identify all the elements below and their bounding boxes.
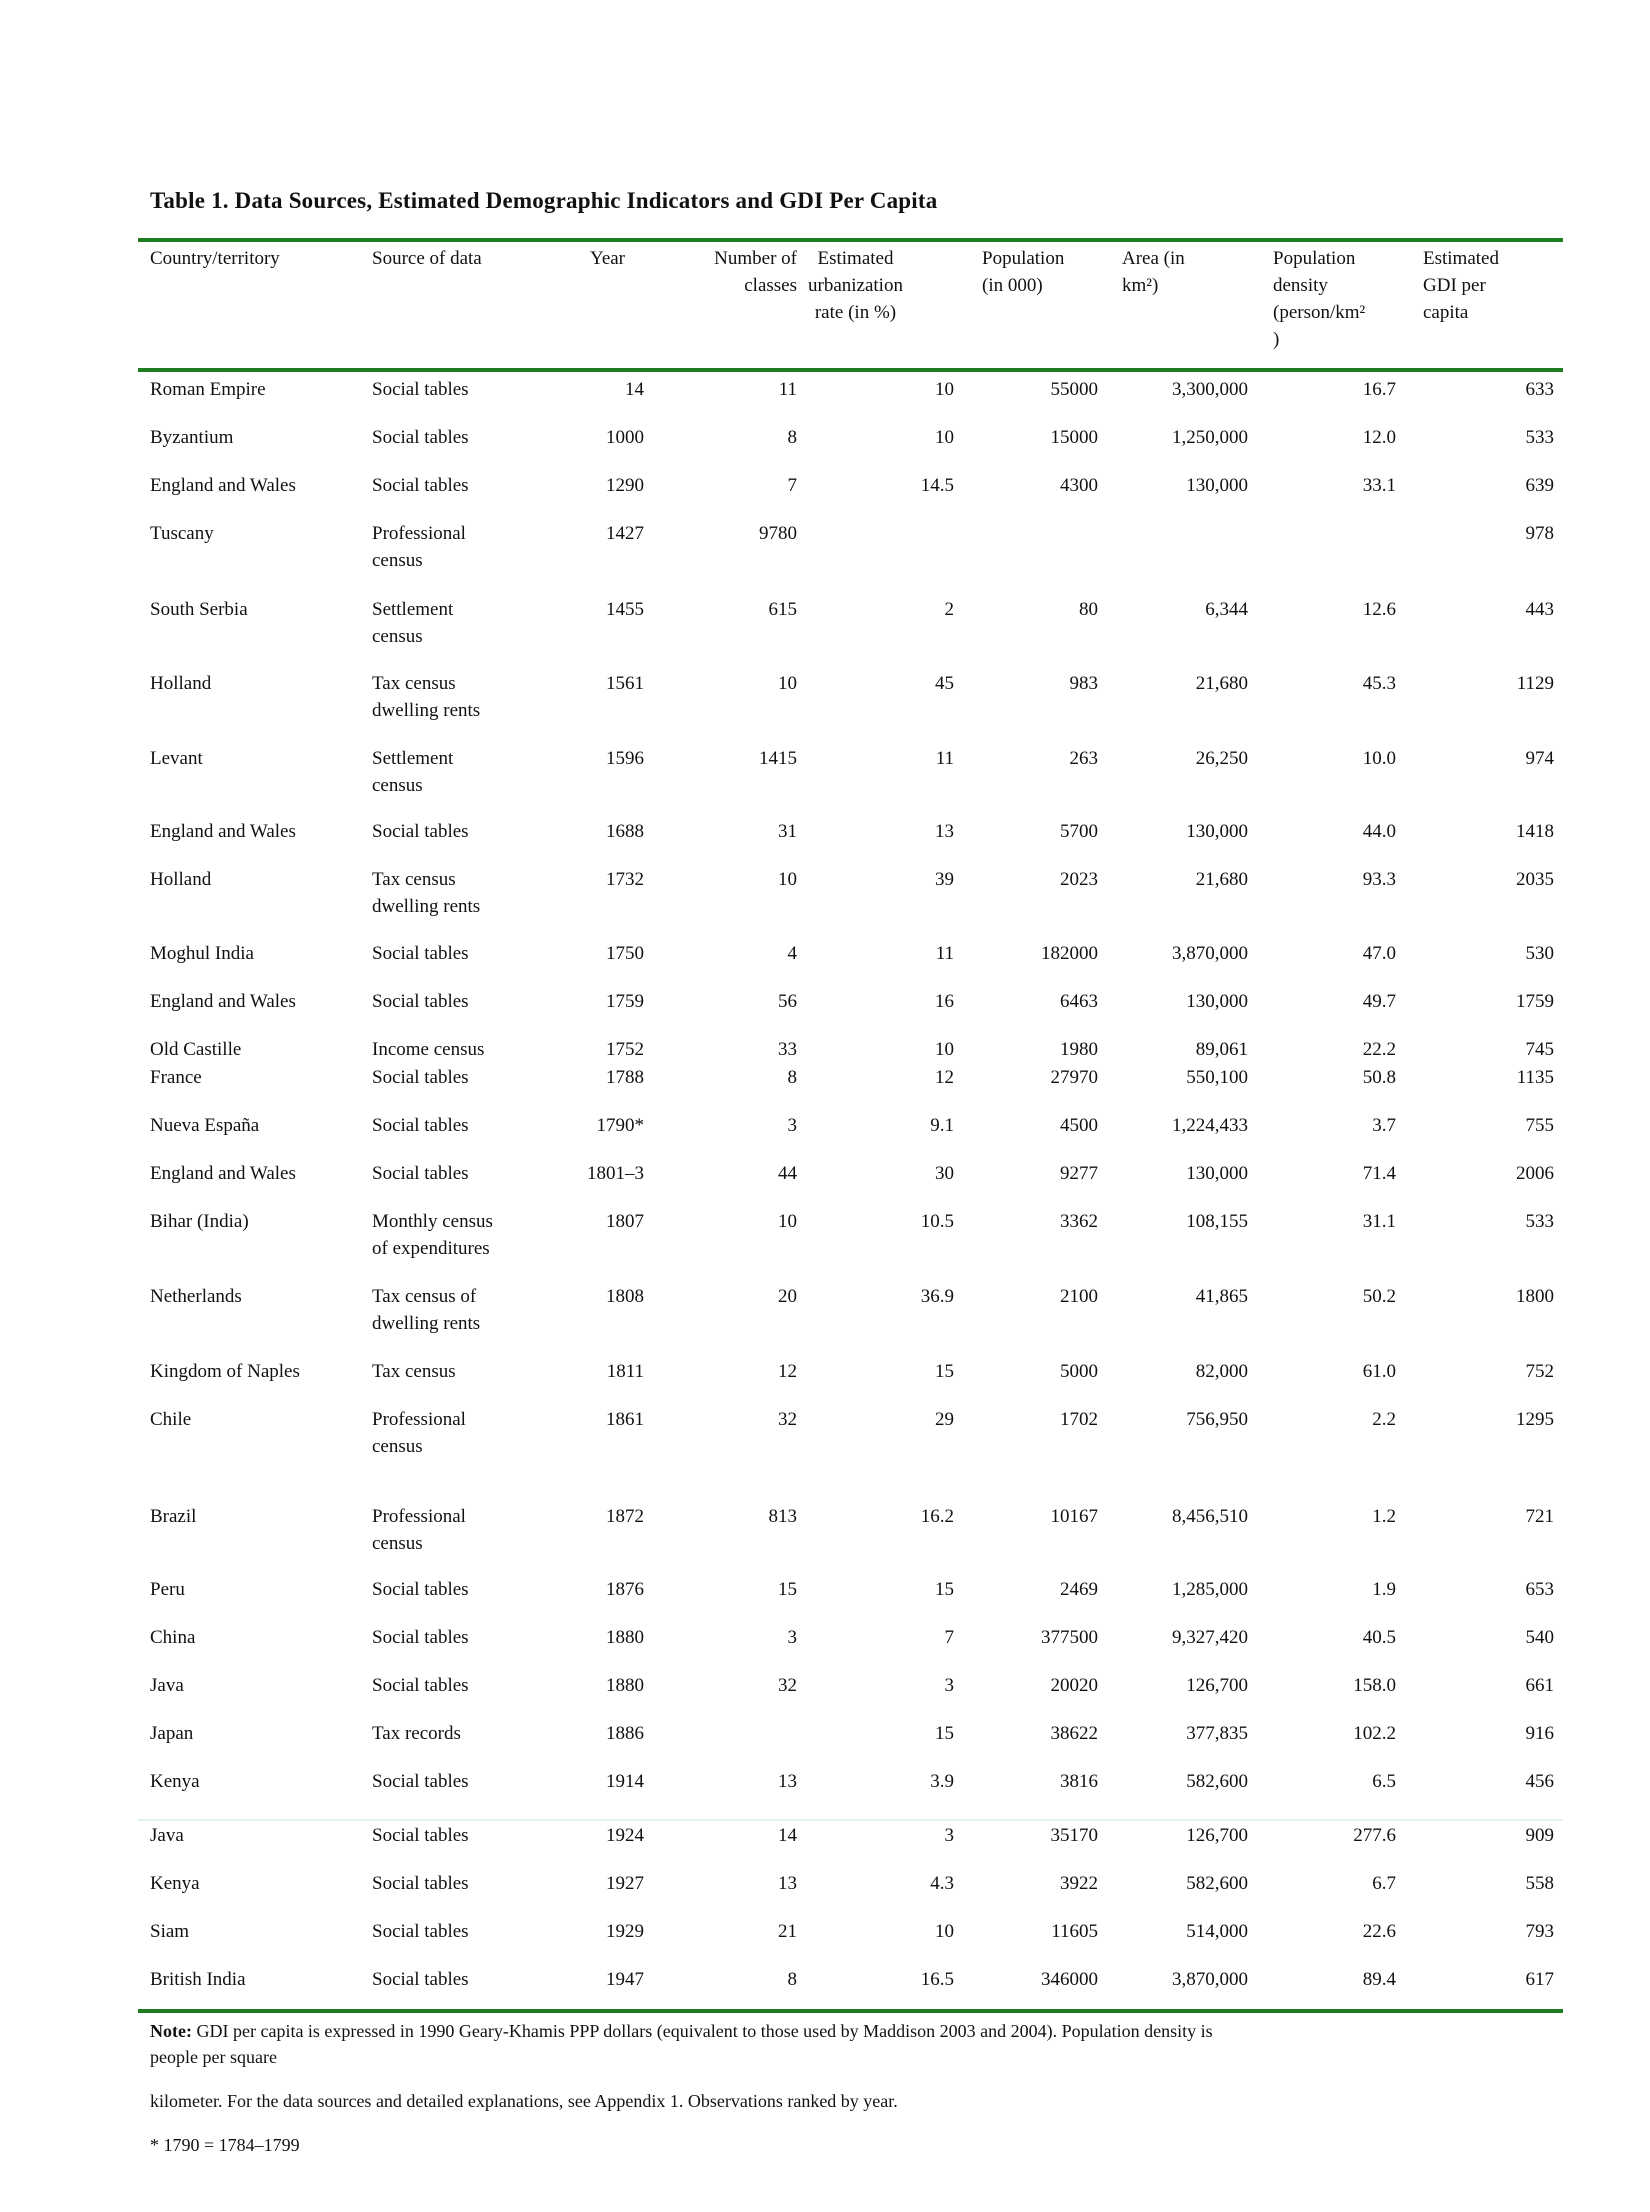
cell-urban: 3.9 [930, 1771, 954, 1792]
cell-urban: 10 [935, 1921, 954, 1942]
cell-pop: 3816 [1060, 1771, 1098, 1792]
cell-gdi: 2006 [1516, 1163, 1554, 1184]
cell-density: 12.0 [1362, 427, 1396, 448]
cell-source: Social tables [372, 379, 469, 400]
cell-country: British India [150, 1969, 246, 1990]
cell-pop: 11605 [1051, 1921, 1098, 1942]
cell-area: 582,600 [1186, 1771, 1248, 1792]
cell-gdi: 1129 [1516, 673, 1554, 694]
cell-classes: 13 [778, 1771, 797, 1792]
cell-pop: 55000 [1050, 379, 1098, 400]
cell-country: Bihar (India) [150, 1211, 249, 1232]
cell-source: Social tables [372, 1873, 469, 1894]
cell-density: 49.7 [1362, 991, 1396, 1012]
cell-country: Holland [150, 869, 212, 890]
cell-pop: 9277 [1060, 1163, 1098, 1184]
cell-country: England and Wales [150, 475, 296, 496]
cell-source: Social tables [372, 1163, 469, 1184]
cell-classes: 7 [787, 475, 797, 496]
cell-urban: 3 [944, 1825, 954, 1846]
cell-year: 1927 [606, 1873, 644, 1894]
cell-pop: 377500 [1041, 1627, 1098, 1648]
cell-pop: 80 [1079, 599, 1098, 620]
cell-year: 1914 [606, 1771, 644, 1792]
cell-classes: 32 [778, 1675, 797, 1696]
cell-country: Netherlands [150, 1286, 242, 1307]
cell-year: 1688 [606, 821, 644, 842]
cell-area: 1,285,000 [1172, 1579, 1248, 1600]
cell-gdi: 1759 [1516, 991, 1554, 1012]
header-rule [138, 368, 1563, 372]
cell-area: 3,300,000 [1172, 379, 1248, 400]
cell-source: Social tables [372, 1579, 469, 1600]
cell-classes: 20 [778, 1286, 797, 1307]
cell-density: 10.0 [1362, 748, 1396, 769]
cell-classes: 9780 [759, 523, 797, 544]
cell-density: 22.2 [1362, 1039, 1396, 1060]
note-line-2: people per square [150, 2047, 277, 2067]
cell-density: 44.0 [1362, 821, 1396, 842]
cell-area: 82,000 [1195, 1361, 1248, 1382]
column-header: Source of data [372, 248, 482, 269]
cell-source: Social tables [372, 1627, 469, 1648]
cell-year: 1876 [606, 1579, 644, 1600]
cell-source: Income census [372, 1039, 485, 1060]
cell-urban: 15 [935, 1579, 954, 1600]
cell-source: Tax records [372, 1723, 461, 1744]
cell-urban: 16.2 [920, 1506, 954, 1527]
cell-density: 1.2 [1372, 1506, 1396, 1527]
cell-density: 2.2 [1372, 1409, 1396, 1430]
cell-source: Professional census [372, 523, 466, 571]
cell-classes: 31 [778, 821, 797, 842]
cell-gdi: 456 [1525, 1771, 1554, 1792]
cell-year: 1732 [606, 869, 644, 890]
cell-density: 277.6 [1353, 1825, 1396, 1846]
cell-area: 3,870,000 [1172, 943, 1248, 964]
cell-area: 21,680 [1195, 673, 1248, 694]
cell-country: Tuscany [150, 523, 214, 544]
table-title: Table 1. Data Sources, Estimated Demographic Indicators and GDI Per Capita [150, 188, 938, 213]
cell-source: Social tables [372, 1675, 469, 1696]
cell-country: Byzantium [150, 427, 234, 448]
cell-area: 3,870,000 [1172, 1969, 1248, 1990]
cell-classes: 56 [778, 991, 797, 1012]
cell-density: 3.7 [1372, 1115, 1396, 1136]
cell-area: 21,680 [1195, 869, 1248, 890]
cell-gdi: 1135 [1516, 1067, 1554, 1088]
cell-classes: 33 [778, 1039, 797, 1060]
cell-classes: 10 [778, 869, 797, 890]
cell-source: Professional census [372, 1409, 466, 1457]
cell-density: 33.1 [1362, 475, 1396, 496]
cell-pop: 2469 [1060, 1579, 1098, 1600]
cell-year: 1924 [606, 1825, 644, 1846]
cell-pop: 10167 [1050, 1506, 1098, 1527]
note-line-3: kilometer. For the data sources and detailed explanations, see Appendix 1. Observations ranked by year. [150, 2091, 898, 2111]
cell-density: 102.2 [1353, 1723, 1396, 1744]
cell-area: 130,000 [1186, 1163, 1248, 1184]
cell-country: Siam [150, 1921, 190, 1942]
cell-density: 45.3 [1362, 673, 1396, 694]
cell-pop: 35170 [1050, 1825, 1098, 1846]
cell-country: Japan [150, 1723, 194, 1744]
cell-urban: 3 [944, 1675, 954, 1696]
cell-gdi: 443 [1525, 599, 1554, 620]
cell-source: Monthly census of expenditures [372, 1211, 493, 1259]
cell-area: 41,865 [1195, 1286, 1248, 1307]
cell-gdi: 617 [1525, 1969, 1554, 1990]
cell-pop: 5700 [1060, 821, 1098, 842]
cell-pop: 2100 [1060, 1286, 1098, 1307]
cell-country: China [150, 1627, 196, 1648]
cell-source: Social tables [372, 1115, 469, 1136]
cell-country: Kenya [150, 1771, 200, 1792]
cell-area: 550,100 [1186, 1067, 1248, 1088]
cell-country: England and Wales [150, 991, 296, 1012]
cell-country: Levant [150, 748, 203, 769]
cell-year: 1886 [606, 1723, 644, 1744]
cell-pop: 1702 [1060, 1409, 1098, 1430]
cell-classes: 3 [787, 1115, 797, 1136]
column-header: Estimated GDI per capita [1423, 248, 1499, 323]
column-header: Population density (person/km² ) [1273, 248, 1366, 350]
cell-urban: 13 [935, 821, 954, 842]
cell-gdi: 633 [1525, 379, 1554, 400]
cell-source: Social tables [372, 991, 469, 1012]
cell-classes: 8 [787, 1067, 797, 1088]
cell-area: 26,250 [1195, 748, 1248, 769]
cell-gdi: 745 [1525, 1039, 1554, 1060]
cell-density: 61.0 [1362, 1361, 1396, 1382]
cell-year: 1455 [606, 599, 644, 620]
cell-urban: 15 [935, 1723, 954, 1744]
cell-classes: 13 [778, 1873, 797, 1894]
column-header: Population (in 000) [982, 248, 1065, 296]
cell-classes: 1415 [759, 748, 797, 769]
cell-gdi: 978 [1525, 523, 1554, 544]
cell-year: 1801–3 [587, 1163, 644, 1184]
separator-line [138, 1819, 1563, 1821]
cell-urban: 10.5 [920, 1211, 954, 1232]
cell-density: 158.0 [1353, 1675, 1396, 1696]
cell-classes: 4 [787, 943, 797, 964]
cell-year: 1596 [606, 748, 644, 769]
cell-gdi: 916 [1525, 1723, 1554, 1744]
cell-classes: 8 [787, 1969, 797, 1990]
cell-country: Kenya [150, 1873, 200, 1894]
cell-country: Brazil [150, 1506, 197, 1527]
cell-country: Nueva España [150, 1115, 260, 1136]
cell-area: 9,327,420 [1172, 1627, 1248, 1648]
cell-density: 40.5 [1362, 1627, 1396, 1648]
cell-classes: 3 [787, 1627, 797, 1648]
cell-country: Roman Empire [150, 379, 266, 400]
cell-classes: 44 [778, 1163, 797, 1184]
cell-urban: 12 [935, 1067, 954, 1088]
cell-year: 1880 [606, 1675, 644, 1696]
cell-pop: 1980 [1060, 1039, 1098, 1060]
cell-year: 1880 [606, 1627, 644, 1648]
cell-country: Old Castille [150, 1039, 242, 1060]
cell-gdi: 755 [1525, 1115, 1554, 1136]
cell-gdi: 752 [1525, 1361, 1554, 1382]
cell-urban: 9.1 [930, 1115, 954, 1136]
cell-urban: 11 [935, 748, 954, 769]
cell-density: 50.2 [1362, 1286, 1396, 1307]
cell-source: Social tables [372, 1825, 469, 1846]
cell-urban: 10 [935, 427, 954, 448]
cell-gdi: 974 [1525, 748, 1554, 769]
column-header: Area (in km²) [1122, 248, 1185, 296]
cell-density: 6.7 [1372, 1873, 1396, 1894]
cell-year: 1872 [606, 1506, 644, 1527]
cell-classes: 8 [787, 427, 797, 448]
cell-gdi: 661 [1525, 1675, 1554, 1696]
cell-area: 126,700 [1186, 1675, 1248, 1696]
cell-pop: 38622 [1050, 1723, 1098, 1744]
cell-pop: 20020 [1050, 1675, 1098, 1696]
cell-source: Settlement census [372, 599, 454, 647]
cell-gdi: 2035 [1516, 869, 1554, 890]
cell-area: 1,250,000 [1172, 427, 1248, 448]
cell-pop: 346000 [1041, 1969, 1098, 1990]
cell-year: 1788 [606, 1067, 644, 1088]
column-header: Number of classes [714, 248, 797, 296]
cell-year: 1000 [606, 427, 644, 448]
cell-year: 1752 [606, 1039, 644, 1060]
cell-gdi: 909 [1525, 1825, 1554, 1846]
cell-pop: 3922 [1060, 1873, 1098, 1894]
cell-urban: 4.3 [930, 1873, 954, 1894]
cell-area: 582,600 [1186, 1873, 1248, 1894]
cell-urban: 14.5 [920, 475, 954, 496]
cell-country: South Serbia [150, 599, 248, 620]
cell-year: 1759 [606, 991, 644, 1012]
cell-density: 1.9 [1372, 1579, 1396, 1600]
cell-year: 1947 [606, 1969, 644, 1990]
cell-gdi: 793 [1525, 1921, 1554, 1942]
cell-urban: 10 [935, 379, 954, 400]
cell-urban: 11 [935, 943, 954, 964]
cell-density: 93.3 [1362, 869, 1396, 890]
cell-gdi: 639 [1525, 475, 1554, 496]
cell-gdi: 653 [1525, 1579, 1554, 1600]
cell-gdi: 533 [1525, 1211, 1554, 1232]
cell-year: 1861 [606, 1409, 644, 1430]
cell-gdi: 540 [1525, 1627, 1554, 1648]
cell-gdi: 558 [1525, 1873, 1554, 1894]
cell-gdi: 1800 [1516, 1286, 1554, 1307]
cell-year: 1290 [606, 475, 644, 496]
cell-country: France [150, 1067, 202, 1088]
cell-classes: 11 [778, 379, 797, 400]
cell-classes: 813 [768, 1506, 797, 1527]
cell-year: 1790* [596, 1115, 644, 1136]
cell-area: 514,000 [1186, 1921, 1248, 1942]
cell-area: 6,344 [1205, 599, 1248, 620]
column-header: Year [590, 248, 626, 269]
cell-year: 1427 [606, 523, 644, 544]
cell-pop: 2023 [1060, 869, 1098, 890]
cell-gdi: 1418 [1516, 821, 1554, 842]
footnote: * 1790 = 1784–1799 [150, 2135, 300, 2155]
cell-gdi: 721 [1525, 1506, 1554, 1527]
cell-pop: 263 [1069, 748, 1098, 769]
cell-density: 89.4 [1362, 1969, 1396, 1990]
cell-country: England and Wales [150, 1163, 296, 1184]
cell-source: Tax census [372, 1361, 456, 1382]
bottom-rule [138, 2009, 1563, 2013]
cell-density: 50.8 [1362, 1067, 1396, 1088]
cell-classes: 15 [778, 1579, 797, 1600]
cell-area: 1,224,433 [1172, 1115, 1248, 1136]
cell-urban: 29 [935, 1409, 954, 1430]
cell-area: 108,155 [1186, 1211, 1248, 1232]
cell-pop: 27970 [1050, 1067, 1098, 1088]
cell-pop: 4300 [1060, 475, 1098, 496]
cell-source: Tax census dwelling rents [372, 673, 481, 721]
cell-gdi: 530 [1525, 943, 1554, 964]
cell-classes: 10 [778, 1211, 797, 1232]
cell-area: 130,000 [1186, 475, 1248, 496]
cell-classes: 21 [778, 1921, 797, 1942]
cell-urban: 30 [935, 1163, 954, 1184]
cell-pop: 6463 [1060, 991, 1098, 1012]
cell-source: Social tables [372, 1969, 469, 1990]
cell-urban: 15 [935, 1361, 954, 1382]
cell-country: England and Wales [150, 821, 296, 842]
cell-urban: 45 [935, 673, 954, 694]
cell-pop: 182000 [1041, 943, 1098, 964]
cell-source: Professional census [372, 1506, 466, 1554]
cell-area: 756,950 [1186, 1409, 1248, 1430]
cell-source: Social tables [372, 1067, 469, 1088]
cell-urban: 36.9 [920, 1286, 954, 1307]
cell-year: 1807 [606, 1211, 644, 1232]
cell-classes: 12 [778, 1361, 797, 1382]
cell-classes: 14 [778, 1825, 797, 1846]
cell-source: Social tables [372, 427, 469, 448]
cell-gdi: 533 [1525, 427, 1554, 448]
cell-source: Tax census of dwelling rents [372, 1286, 481, 1334]
cell-area: 130,000 [1186, 821, 1248, 842]
cell-classes: 32 [778, 1409, 797, 1430]
cell-country: Java [150, 1675, 184, 1696]
cell-density: 47.0 [1362, 943, 1396, 964]
cell-urban: 16.5 [920, 1969, 954, 1990]
cell-source: Tax census dwelling rents [372, 869, 481, 917]
cell-source: Social tables [372, 1921, 469, 1942]
cell-density: 31.1 [1362, 1211, 1396, 1232]
cell-urban: 16 [935, 991, 954, 1012]
cell-source: Social tables [372, 943, 469, 964]
cell-area: 377,835 [1186, 1723, 1248, 1744]
cell-pop: 4500 [1060, 1115, 1098, 1136]
cell-pop: 983 [1069, 673, 1098, 694]
cell-classes: 615 [768, 599, 797, 620]
cell-urban: 10 [935, 1039, 954, 1060]
note-line-1: Note: GDI per capita is expressed in 1990 Geary-Khamis PPP dollars (equivalent to those used by Maddison 2003 and 2004). Population density is [150, 2021, 1213, 2041]
cell-pop: 15000 [1050, 427, 1098, 448]
column-header: Country/territory [150, 248, 280, 269]
column-header: Estimated urbanization rate (in %) [808, 248, 903, 323]
cell-area: 89,061 [1195, 1039, 1248, 1060]
cell-source: Social tables [372, 475, 469, 496]
cell-country: Kingdom of Naples [150, 1361, 300, 1382]
cell-year: 1808 [606, 1286, 644, 1307]
cell-year: 1750 [606, 943, 644, 964]
cell-area: 130,000 [1186, 991, 1248, 1012]
cell-density: 71.4 [1362, 1163, 1396, 1184]
cell-source: Social tables [372, 821, 469, 842]
cell-country: Java [150, 1825, 184, 1846]
note-label: Note: [150, 2021, 192, 2041]
cell-source: Social tables [372, 1771, 469, 1792]
cell-density: 16.7 [1362, 379, 1396, 400]
cell-density: 12.6 [1362, 599, 1396, 620]
cell-country: Moghul India [150, 943, 254, 964]
cell-pop: 3362 [1060, 1211, 1098, 1232]
cell-pop: 5000 [1060, 1361, 1098, 1382]
cell-year: 14 [625, 379, 644, 400]
cell-gdi: 1295 [1516, 1409, 1554, 1430]
cell-density: 6.5 [1372, 1771, 1396, 1792]
cell-year: 1811 [606, 1361, 644, 1382]
cell-country: Chile [150, 1409, 192, 1430]
cell-area: 126,700 [1186, 1825, 1248, 1846]
cell-year: 1561 [606, 673, 644, 694]
cell-source: Settlement census [372, 748, 454, 796]
cell-density: 22.6 [1362, 1921, 1396, 1942]
cell-classes: 10 [778, 673, 797, 694]
cell-area: 8,456,510 [1172, 1506, 1248, 1527]
top-rule [138, 238, 1563, 242]
cell-year: 1929 [606, 1921, 644, 1942]
cell-urban: 7 [944, 1627, 954, 1648]
cell-country: Holland [150, 673, 212, 694]
cell-country: Peru [150, 1579, 185, 1600]
cell-urban: 2 [944, 599, 954, 620]
cell-urban: 39 [935, 869, 954, 890]
